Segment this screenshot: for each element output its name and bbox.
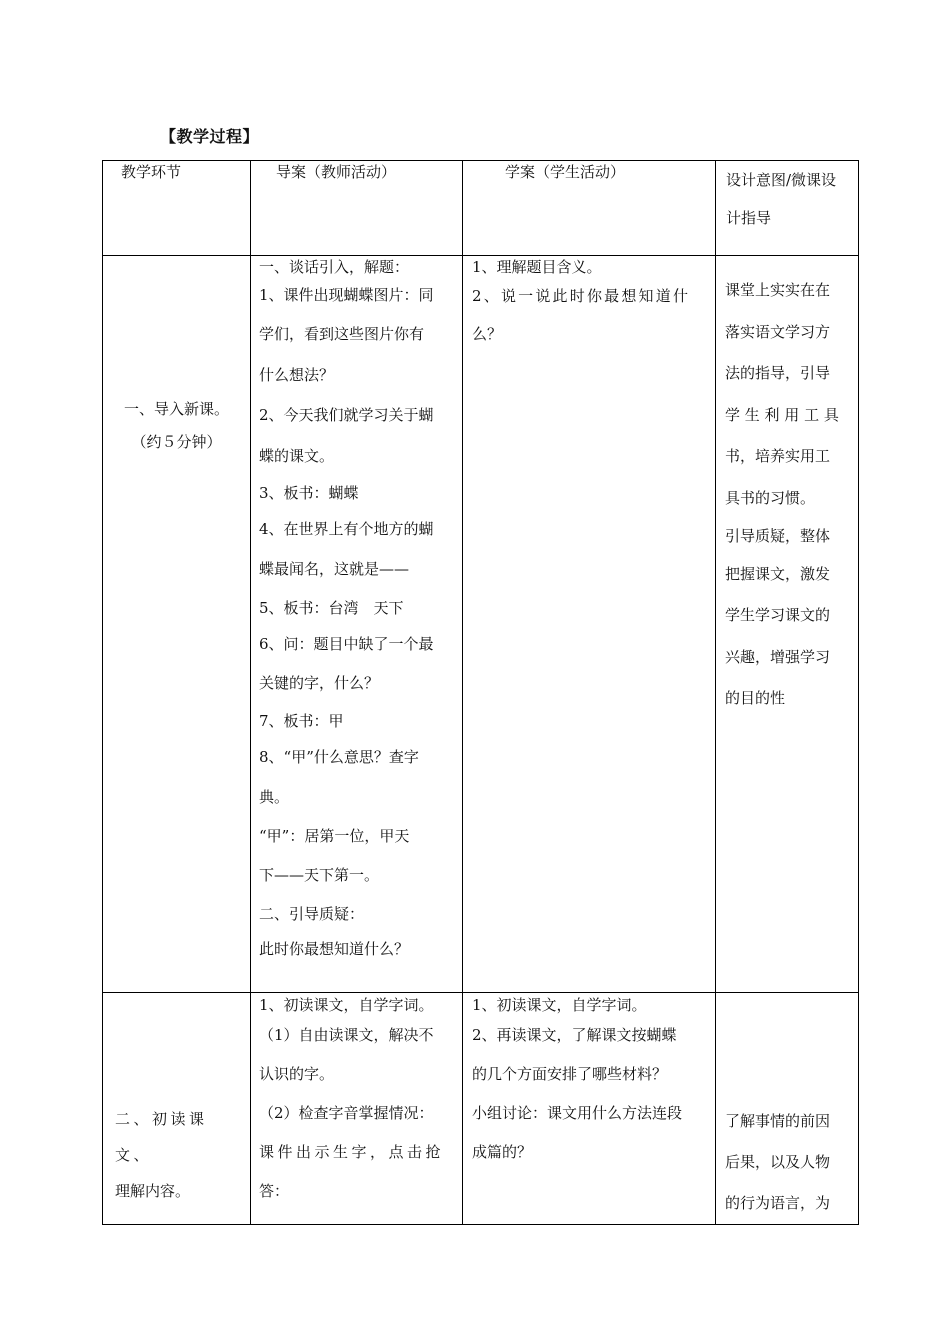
- teacher-line: 关键的字，什么？: [259, 674, 380, 692]
- teacher-line: 蝶的课文。: [259, 447, 335, 465]
- teacher-line: 认识的字。: [259, 1065, 335, 1083]
- student-activity-cell: [463, 256, 716, 993]
- teacher-line: 6、问：题目中缺了一个最: [259, 635, 434, 653]
- teacher-line: 答：: [259, 1182, 290, 1200]
- teacher-line: 7、板书：甲: [259, 712, 344, 730]
- stage-cell: [103, 256, 251, 993]
- design-line: 的目的性: [725, 689, 786, 707]
- teacher-line: 二、引导质疑：: [259, 905, 365, 923]
- design-line: 兴趣，增强学习: [725, 647, 831, 666]
- teacher-line: 4、在世界上有个地方的蝴: [259, 520, 434, 538]
- teacher-line: 1、初读课文，自学字词。: [259, 996, 434, 1014]
- teacher-line: 此时你最想知道什么？: [259, 940, 410, 958]
- teacher-line: 课件出示生字，点击抢: [259, 1143, 445, 1161]
- student-activity-cell: [463, 993, 716, 1225]
- teacher-line: 3、板书：蝴蝶: [259, 484, 359, 502]
- stage-subtitle: 理解内容。: [115, 1182, 191, 1200]
- student-line: 的几个方面安排了哪些材料？: [472, 1065, 668, 1083]
- section-title: 【教学过程】: [160, 127, 260, 146]
- design-line: 具书的习惯。: [725, 488, 816, 507]
- student-line: 成篇的？: [472, 1143, 533, 1161]
- header-stage-label: 教学环节: [121, 163, 182, 181]
- design-line: 书，培养实用工: [725, 447, 831, 465]
- teacher-line: 8、“甲”什么意思？查字: [259, 748, 419, 766]
- teacher-line: 一、谈话引入，解题：: [259, 258, 410, 276]
- design-line: 学 生 利 用 工 具: [725, 405, 839, 424]
- teacher-line: 典。: [259, 788, 290, 806]
- teacher-line: “甲”：居第一位，甲天: [259, 827, 410, 845]
- design-line: 法的指导，引导: [725, 364, 831, 382]
- design-line: 引导质疑，整体: [725, 526, 831, 545]
- header-student-label: 学案（学生活动）: [505, 163, 626, 181]
- header-stage: [103, 161, 251, 256]
- design-intent-cell: [716, 993, 859, 1225]
- teacher-line: 下——天下第一。: [259, 866, 380, 884]
- design-line: 落实语文学习方: [725, 322, 831, 341]
- design-line: 把握课文，激发: [725, 564, 831, 583]
- student-line: 2、再读课文，了解课文按蝴蝶: [472, 1026, 677, 1044]
- lesson-plan-table: [102, 160, 859, 1225]
- stage-cell: [103, 993, 251, 1225]
- teacher-line: 2、今天我们就学习关于蝴: [259, 406, 434, 424]
- teacher-activity-cell: [251, 256, 463, 993]
- design-line: 了解事情的前因: [725, 1112, 831, 1130]
- table-row: [103, 993, 859, 1225]
- student-line: 2、说一说此时你最想知道什: [472, 287, 691, 305]
- teacher-line: 蝶最闻名，这就是——: [259, 560, 410, 578]
- header-design: [716, 161, 859, 256]
- teacher-line: 学们，看到这些图片你有: [259, 325, 425, 343]
- header-design-line1: 设计意图/微课设: [726, 171, 837, 189]
- student-line: 小组讨论：课文用什么方法连段: [472, 1104, 683, 1122]
- student-line: 1、理解题目含义。: [472, 258, 602, 276]
- table-row: [103, 256, 859, 993]
- header-student: [463, 161, 716, 256]
- design-line: 的行为语言，为: [725, 1194, 831, 1212]
- teacher-line: 5、板书：台湾 天下: [259, 599, 404, 617]
- stage-title: 二、初读课文、: [115, 1110, 208, 1164]
- teacher-line: （2）检查字音掌握情况：: [259, 1104, 434, 1122]
- teacher-line: （1）自由读课文，解决不: [259, 1026, 434, 1044]
- header-design-line2: 计指导: [726, 209, 772, 227]
- table-header-row: [103, 161, 859, 256]
- header-teacher: [251, 161, 463, 256]
- design-line: 学生学习课文的: [725, 606, 831, 624]
- header-teacher-label: 导案（教师活动）: [276, 163, 397, 181]
- student-line: 么？: [472, 325, 503, 343]
- teacher-activity-cell: [251, 993, 463, 1225]
- stage-title: 一、导入新课。: [123, 400, 229, 418]
- design-line: 课堂上实实在在: [725, 281, 831, 299]
- stage-duration: （约５分钟）: [131, 433, 222, 451]
- teacher-line: 1、课件出现蝴蝶图片：同: [259, 286, 434, 304]
- student-line: 1、初读课文，自学字词。: [472, 996, 647, 1014]
- design-line: 后果，以及人物: [725, 1153, 831, 1171]
- teacher-line: 什么想法？: [259, 366, 335, 384]
- design-intent-cell: [716, 256, 859, 993]
